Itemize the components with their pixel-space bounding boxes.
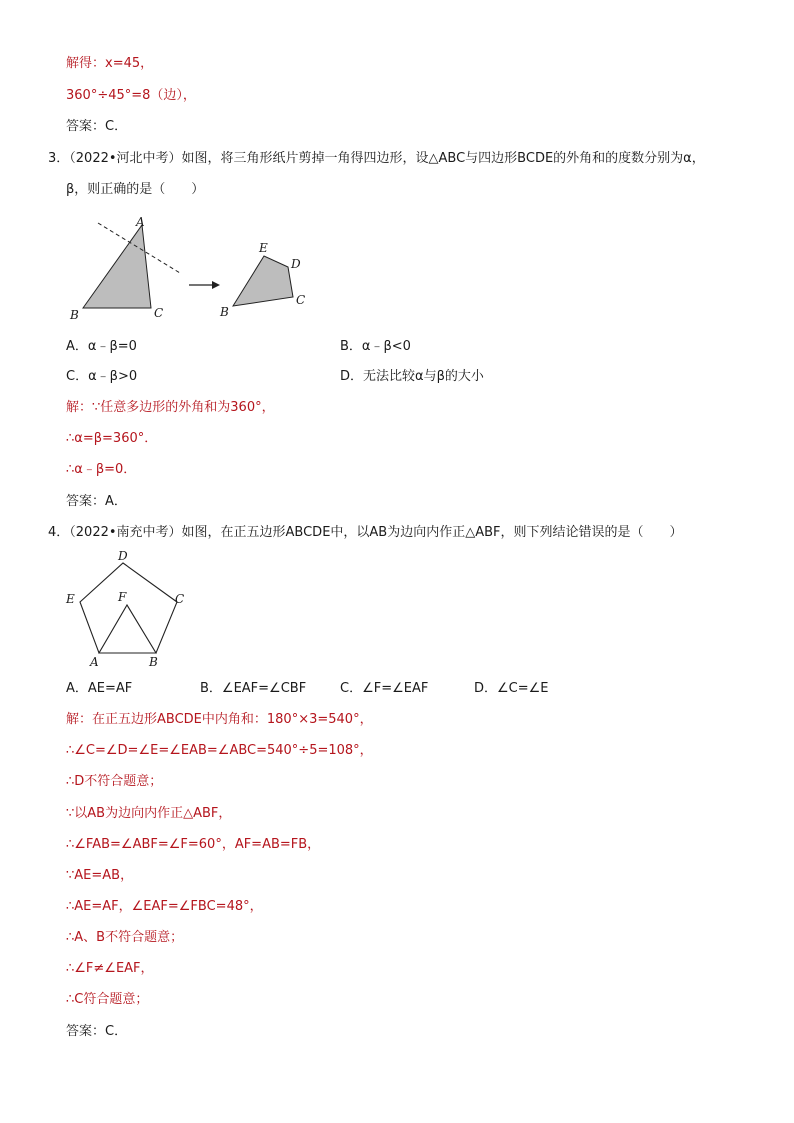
- q4-label-A: A: [90, 655, 99, 669]
- q3-option-d: D．无法比较α与β的大小: [340, 369, 484, 384]
- q3-label-E2: E: [259, 241, 268, 255]
- q3-option-b: B．α﹣β<0: [340, 339, 411, 354]
- prev-answer: 答案：C．: [66, 119, 128, 134]
- q3-label-B1: B: [70, 308, 79, 322]
- q3-label-C1: C: [154, 306, 164, 320]
- prev-solution-line-1: 解得：x=45，: [66, 56, 154, 71]
- q3-triangle: [83, 225, 151, 308]
- q4-solution-line-3: ∴D不符合题意；: [66, 774, 163, 789]
- q4-solution-line-9: ∴∠F≠∠EAF，: [66, 961, 154, 976]
- q4-solution-line-5: ∴∠FAB=∠ABF=∠F=60°，AF=AB=FB，: [66, 837, 321, 852]
- q3-solution-line-2: ∴α=β=360°．: [66, 431, 158, 446]
- q4-stem: 4．（2022•南充中考）如图，在正五边形ABCDE中，以AB为边向内作正△ABF，则下列结论错误的是（ ）: [48, 525, 683, 540]
- q3-solution-line-3: ∴α﹣β=0．: [66, 462, 137, 477]
- q4-label-C: C: [175, 592, 185, 606]
- q4-option-d: D．∠C=∠E: [474, 681, 549, 696]
- q4-label-B: B: [149, 655, 158, 669]
- q4-option-a: A．AE=AF: [66, 681, 133, 696]
- q4-solution-line-10: ∴C符合题意；: [66, 992, 149, 1007]
- q3-stem-line-1: 3．（2022•河北中考）如图，将三角形纸片剪掉一角得四边形，设△ABC与四边形BCDE的外角和的度数分别为α，: [48, 151, 705, 166]
- prev-solution-line-2: 360°÷45°=8（边），: [66, 88, 196, 103]
- q3-label-A1: A: [136, 215, 145, 229]
- q4-solution-line-1: 解：在正五边形ABCDE中内角和：180°×3=540°，: [66, 712, 373, 727]
- q3-stem-line-2: β，则正确的是（ ）: [66, 182, 205, 197]
- q4-triangle: [99, 605, 156, 653]
- q3-quadrilateral: [233, 256, 293, 306]
- q3-label-D2: D: [291, 257, 301, 271]
- q3-arrow-head: [212, 281, 220, 289]
- q4-option-b: B．∠EAF=∠CBF: [200, 681, 307, 696]
- q4-solution-line-6: ∵AE=AB，: [66, 868, 134, 883]
- q3-solution-line-1: 解：∵任意多边形的外角和为360°，: [66, 400, 275, 415]
- q4-option-c: C．∠F=∠EAF: [340, 681, 429, 696]
- q4-solution-line-4: ∵以AB为边向内作正△ABF，: [66, 806, 232, 821]
- q3-option-c: C．α﹣β>0: [66, 369, 138, 384]
- q4-solution-line-8: ∴A、B不符合题意；: [66, 930, 184, 945]
- q4-label-F: F: [118, 590, 127, 604]
- q4-solution-line-7: ∴AE=AF，∠EAF=∠FBC=48°，: [66, 899, 263, 914]
- q4-figure: [60, 545, 200, 673]
- q3-label-C2: C: [296, 293, 306, 307]
- q4-answer: 答案：C．: [66, 1024, 128, 1039]
- q3-option-a: A．α﹣β=0: [66, 339, 137, 354]
- q4-solution-line-2: ∴∠C=∠D=∠E=∠EAB=∠ABC=540°÷5=108°，: [66, 743, 373, 758]
- q3-answer: 答案：A．: [66, 494, 127, 509]
- q3-figure: [60, 208, 320, 328]
- q3-label-B2: B: [220, 305, 229, 319]
- q4-label-E: E: [66, 592, 75, 606]
- q4-label-D: D: [118, 549, 128, 563]
